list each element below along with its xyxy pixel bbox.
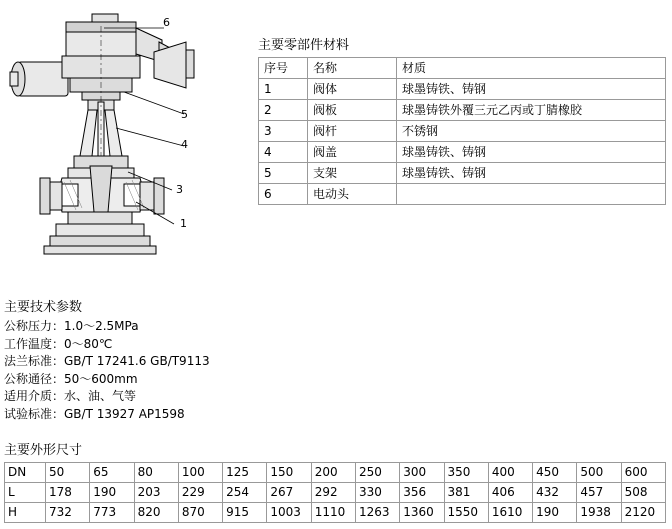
materials-header-index: 序号 — [259, 58, 308, 79]
dim-cell: 356 — [400, 483, 444, 503]
callout-6: 6 — [163, 16, 170, 29]
dim-row-head-l: L — [5, 483, 46, 503]
tech-param-medium: 适用介质：水、油、气等 — [4, 389, 137, 403]
dim-cell: 1938 — [577, 503, 621, 523]
dim-cell: 1360 — [400, 503, 444, 523]
dim-cell: 267 — [267, 483, 311, 503]
callout-5: 5 — [181, 108, 188, 121]
materials-cell-material: 球墨铸铁、铸钢 — [397, 163, 666, 184]
materials-cell-index: 1 — [259, 79, 308, 100]
materials-cell-material — [397, 184, 666, 205]
tech-params-section — [4, 296, 254, 423]
dim-cell: 250 — [355, 463, 399, 483]
materials-title: 主要零部件材料 — [258, 38, 350, 53]
dim-cell: 100 — [178, 463, 222, 483]
dim-cell: 1110 — [311, 503, 355, 523]
dim-cell: 65 — [90, 463, 134, 483]
callout-3: 3 — [176, 183, 183, 196]
tech-param-temperature: 工作温度：0～80℃ — [4, 336, 113, 351]
table-header-row — [259, 58, 666, 79]
dim-cell: 203 — [134, 483, 178, 503]
materials-cell-index: 2 — [259, 100, 308, 121]
dim-cell: 178 — [46, 483, 90, 503]
materials-cell-material: 球墨铸铁、铸钢 — [397, 142, 666, 163]
dim-cell: 500 — [577, 463, 621, 483]
dim-cell: 508 — [621, 483, 665, 503]
valve-cross-section-drawing — [4, 6, 240, 268]
dim-cell: 150 — [267, 463, 311, 483]
dim-cell: 200 — [311, 463, 355, 483]
callout-1: 1 — [180, 217, 187, 230]
materials-cell-index: 6 — [259, 184, 308, 205]
dimensions-section — [4, 439, 666, 523]
materials-cell-name: 阀杆 — [308, 121, 397, 142]
table-row — [259, 121, 666, 142]
dimensions-title: 主要外形尺寸 — [4, 443, 83, 458]
materials-cell-index: 4 — [259, 142, 308, 163]
dimensions-table — [4, 462, 666, 523]
dim-cell: 190 — [533, 503, 577, 523]
dim-cell: 1003 — [267, 503, 311, 523]
materials-cell-name: 支架 — [308, 163, 397, 184]
dim-cell: 125 — [223, 463, 267, 483]
dim-cell: 870 — [178, 503, 222, 523]
dim-cell: 229 — [178, 483, 222, 503]
dim-cell: 350 — [444, 463, 488, 483]
dim-row-head-h: H — [5, 503, 46, 523]
materials-cell-index: 5 — [259, 163, 308, 184]
callout-4: 4 — [181, 138, 188, 151]
dim-cell: 1263 — [355, 503, 399, 523]
materials-cell-name: 电动头 — [308, 184, 397, 205]
dim-cell: 190 — [90, 483, 134, 503]
table-row — [259, 79, 666, 100]
tech-param-flange-standard: 法兰标准：GB/T 17241.6 GB/T9113 — [4, 354, 210, 368]
dim-cell: 80 — [134, 463, 178, 483]
dim-cell: 381 — [444, 483, 488, 503]
tech-param-nominal-diameter: 公称通径：50～600mm — [4, 371, 138, 386]
dim-cell: 432 — [533, 483, 577, 503]
dim-cell: 915 — [223, 503, 267, 523]
dim-cell: 1550 — [444, 503, 488, 523]
tech-params-title: 主要技术参数 — [4, 300, 83, 315]
materials-cell-index: 3 — [259, 121, 308, 142]
dim-cell: 400 — [488, 463, 532, 483]
tech-param-pressure: 公称压力：1.0～2.5MPa — [4, 319, 139, 333]
materials-section — [258, 34, 666, 205]
dim-cell: 330 — [355, 483, 399, 503]
dim-cell: 773 — [90, 503, 134, 523]
materials-cell-name: 阀盖 — [308, 142, 397, 163]
dim-cell: 254 — [223, 483, 267, 503]
materials-cell-name: 阀板 — [308, 100, 397, 121]
dim-row-head-dn: DN — [5, 463, 46, 483]
table-row — [259, 184, 666, 205]
dim-cell: 292 — [311, 483, 355, 503]
dim-cell: 300 — [400, 463, 444, 483]
dim-cell: 406 — [488, 483, 532, 503]
table-row — [259, 142, 666, 163]
dim-cell: 450 — [533, 463, 577, 483]
materials-cell-material: 球墨铸铁外覆三元乙丙或丁腈橡胶 — [397, 100, 666, 121]
materials-header-name: 名称 — [308, 58, 397, 79]
dim-cell: 2120 — [621, 503, 665, 523]
table-row — [5, 463, 666, 483]
materials-cell-material: 球墨铸铁、铸钢 — [397, 79, 666, 100]
valve-diagram — [4, 6, 240, 268]
materials-cell-material: 不锈钢 — [397, 121, 666, 142]
dim-cell: 457 — [577, 483, 621, 503]
table-row — [5, 503, 666, 523]
table-row — [259, 100, 666, 121]
dim-cell: 600 — [621, 463, 665, 483]
materials-table — [258, 57, 666, 205]
tech-param-test-standard: 试验标准：GB/T 13927 AP1598 — [4, 406, 185, 421]
dim-cell: 732 — [46, 503, 90, 523]
dim-cell: 1610 — [488, 503, 532, 523]
table-row — [5, 483, 666, 503]
table-row — [259, 163, 666, 184]
dim-cell: 50 — [46, 463, 90, 483]
materials-header-material: 材质 — [397, 58, 666, 79]
dim-cell: 820 — [134, 503, 178, 523]
materials-cell-name: 阀体 — [308, 79, 397, 100]
